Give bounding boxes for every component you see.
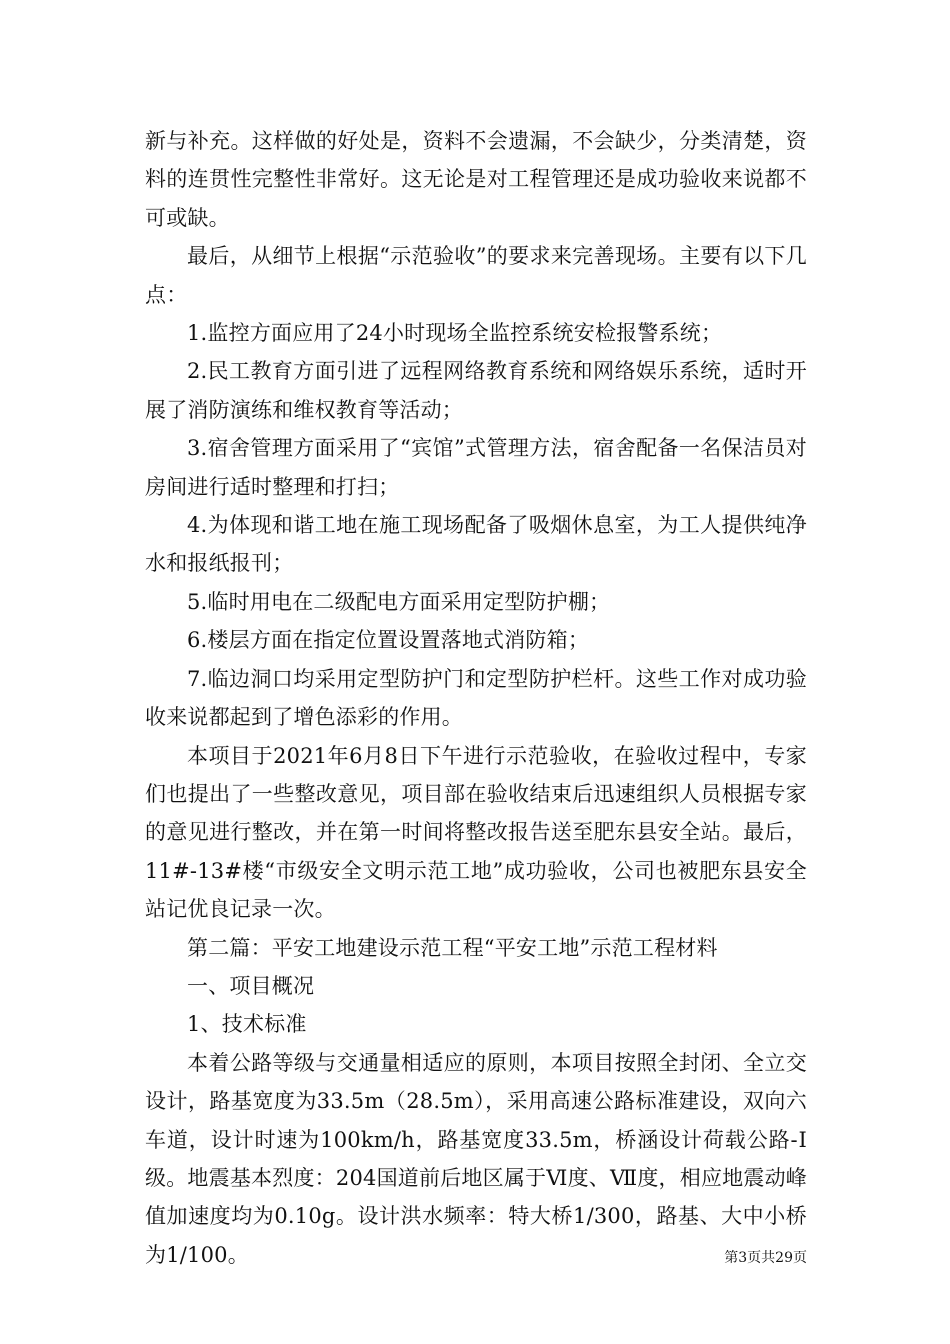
paragraph-acceptance: 本项目于2021年6月8日下午进行示范验收，在验收过程中，专家们也提出了一些整改意见，项目部在验收结束后迅速组织人员根据专家的意见进行整改，并在第一时间将整改报告送至肥东县安全站。最后，11#-13#楼“市级安全文明示范工地”成功验收，公司也被肥东县安全站记优良记录一次。 bbox=[145, 743, 807, 922]
list-item-5: 5.临时用电在二级配电方面采用定型防护棚； bbox=[187, 589, 611, 614]
list-item-7: 7.临边洞口均采用定型防护门和定型防护栏杆。这些工作对成功验收来说都起到了增色添彩的作用。 bbox=[145, 666, 807, 730]
section-heading-overview: 一、项目概况 bbox=[187, 973, 315, 998]
paragraph-1: 新与补充。这样做的好处是，资料不会遗漏，不会缺少，分类清楚，资料的连贯性完整性非常好。这无论是对工程管理还是成功验收来说都不可或缺。 bbox=[145, 129, 807, 230]
subsection-heading-tech-standard: 1、技术标准 bbox=[187, 1012, 307, 1037]
list-item-6: 6.楼层方面在指定位置设置落地式消防箱； bbox=[187, 628, 590, 653]
list-item-1: 1.监控方面应用了24小时现场全监控系统安检报警系统； bbox=[187, 321, 723, 346]
page-number-footer: 第3页共29页 bbox=[724, 1250, 807, 1266]
section-heading-part-two: 第二篇：平安工地建设示范工程“平安工地”示范工程材料 bbox=[187, 935, 718, 960]
document-body bbox=[145, 122, 807, 1274]
list-item-3: 3.宿舍管理方面采用了“宾馆”式管理方法，宿舍配备一名保洁员对房间进行适时整理和打扫； bbox=[145, 436, 807, 499]
paragraph-2: 最后，从细节上根据“示范验收”的要求来完善现场。主要有以下几点： bbox=[145, 244, 807, 307]
list-item-2: 2.民工教育方面引进了远程网络教育系统和网络娱乐系统，适时开展了消防演练和维权教育等活动； bbox=[145, 359, 807, 422]
paragraph-tech-standard: 本着公路等级与交通量相适应的原则，本项目按照全封闭、全立交设计，路基宽度为33.5m（28.5m），采用高速公路标准建设，双向六车道，设计时速为100km/h，路基宽度33.5m，桥涵设计荷载公路-Ⅰ级。地震基本烈度：204国道前后地区属于Ⅵ度、Ⅶ度，相应地震动峰值加速度均为0.10g。设计洪水频率：特大桥1/300，路基、大中小桥为1/100。 bbox=[145, 1050, 807, 1267]
list-item-4: 4.为体现和谐工地在施工现场配备了吸烟休息室，为工人提供纯净水和报纸报刊； bbox=[145, 513, 807, 576]
